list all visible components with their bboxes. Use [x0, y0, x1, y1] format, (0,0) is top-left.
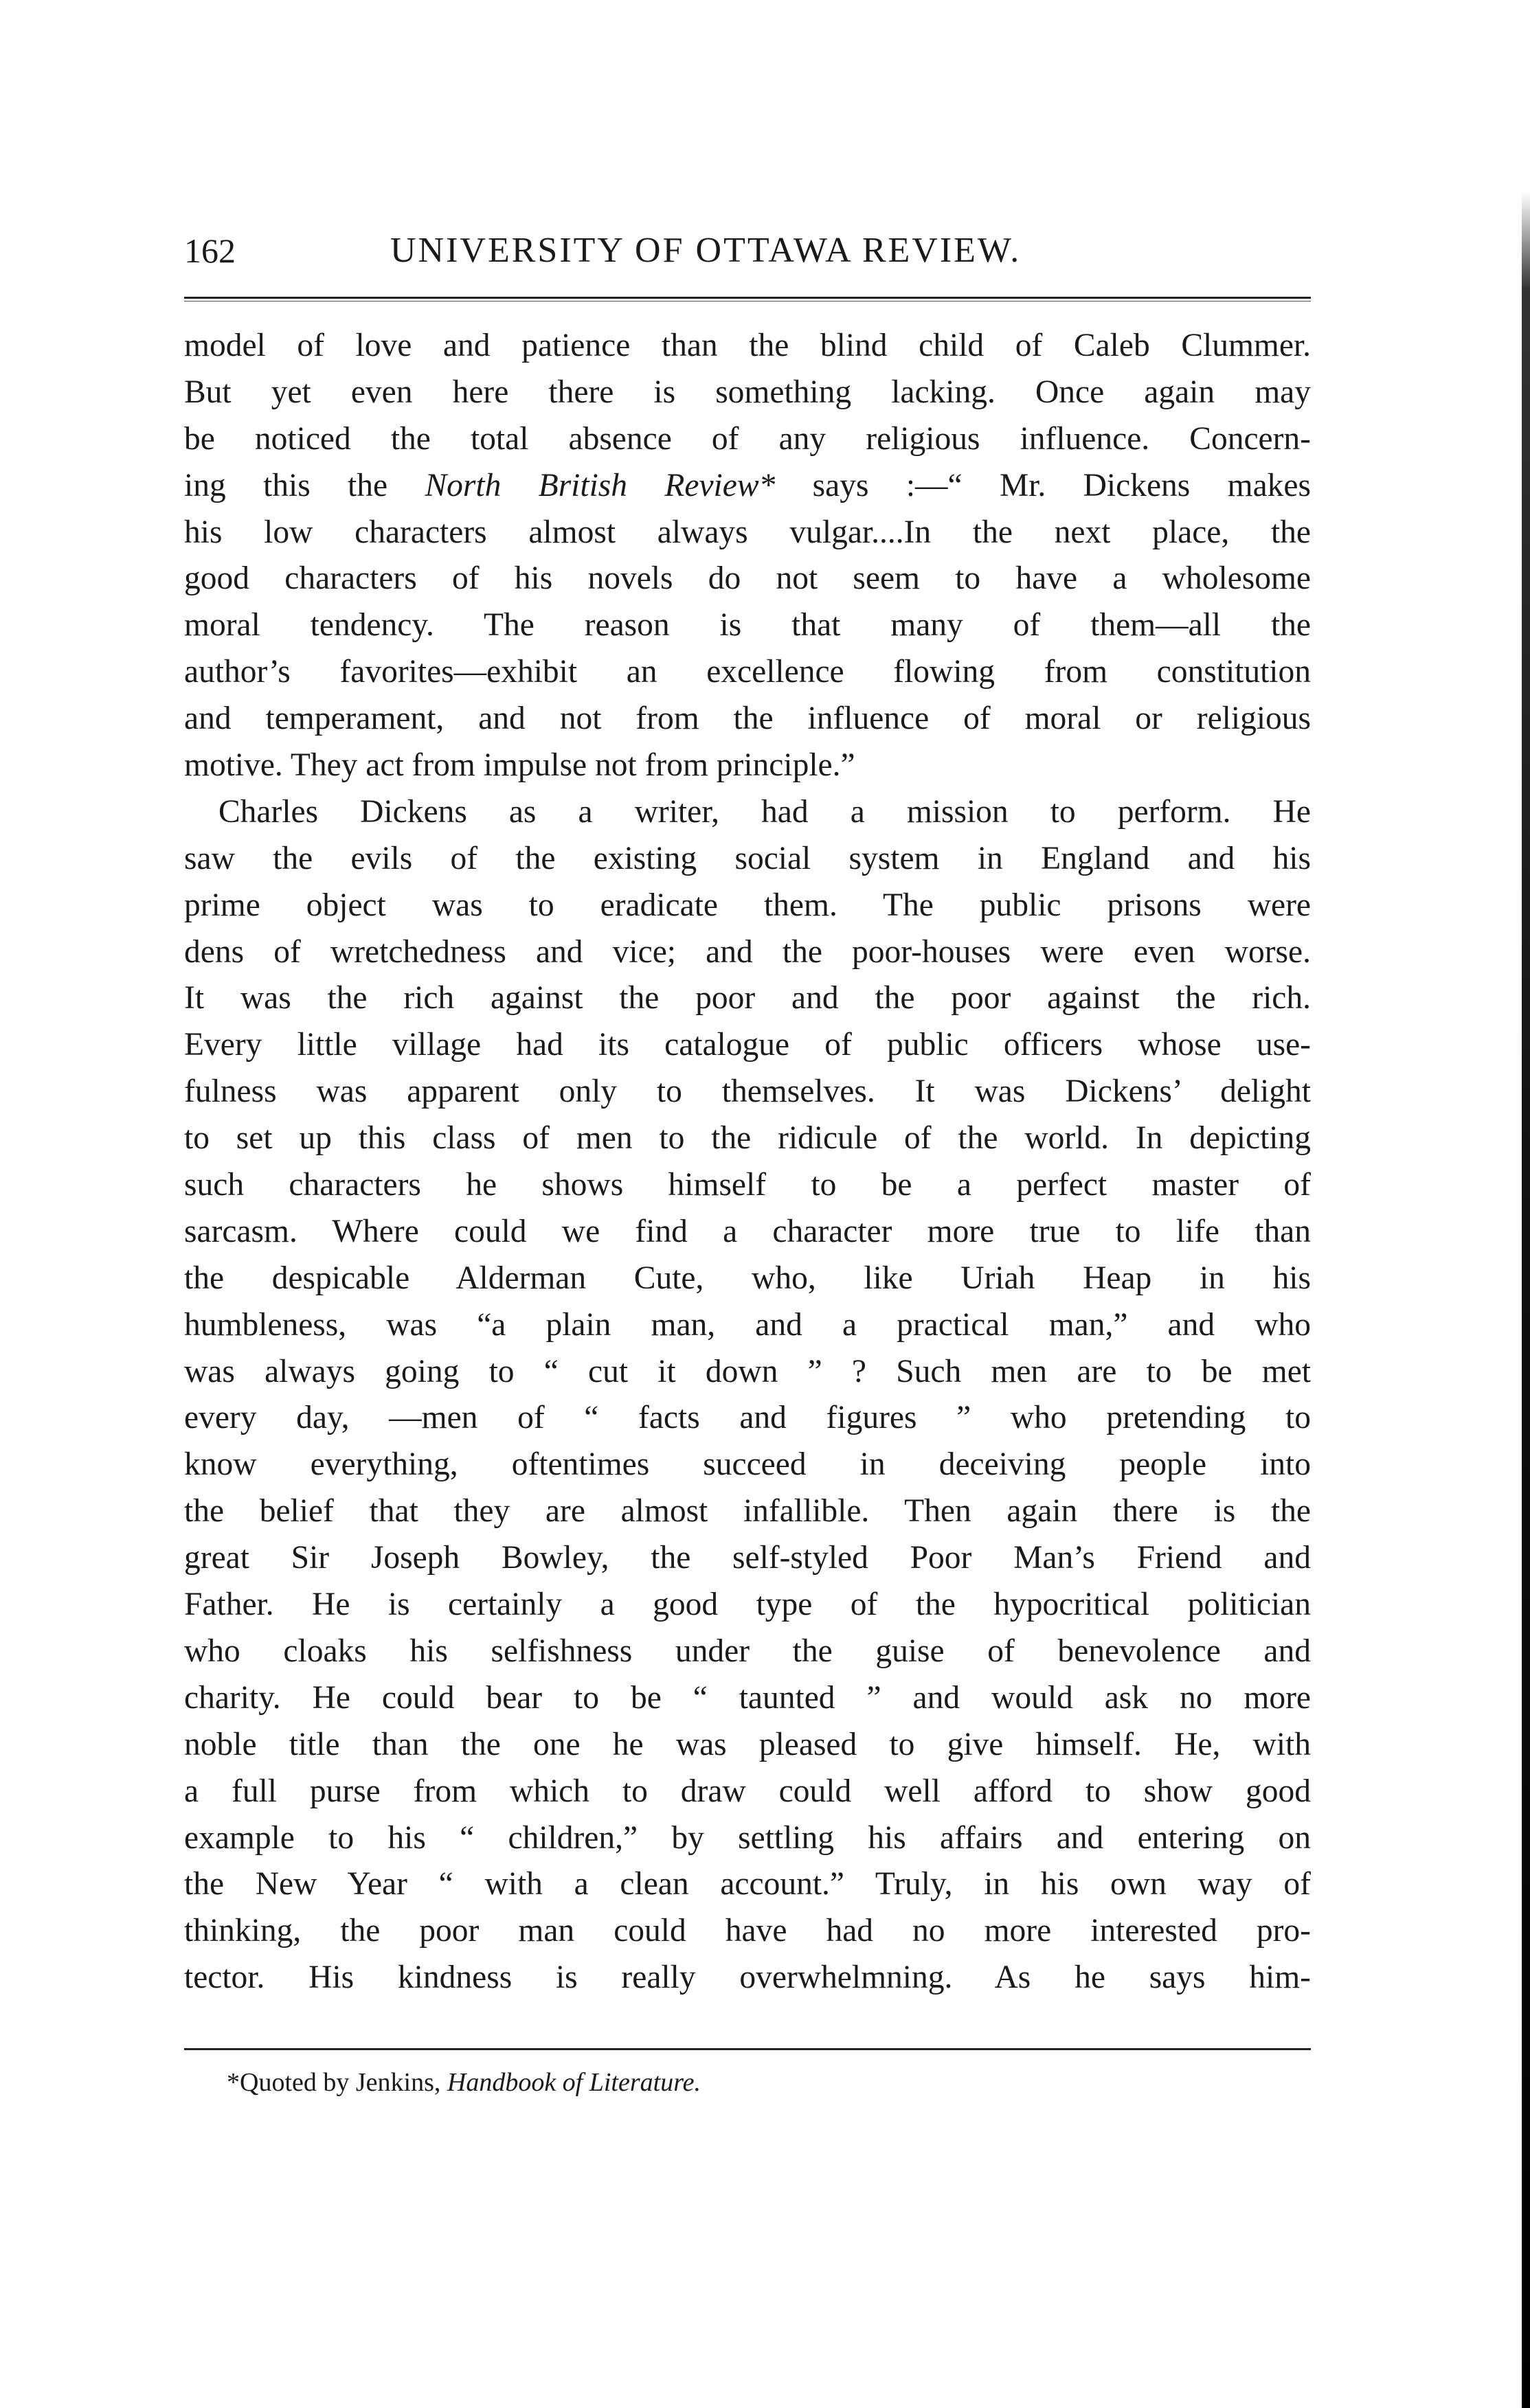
text-line: humbleness, was “a plain man, and a practical man,” and who: [184, 1306, 1311, 1343]
text-line: Charles Dickens as a writer, had a mission to perform. He: [218, 793, 1311, 830]
body-text: [184, 323, 1311, 2001]
text-line: thinking, the poor man could have had no more interested pro-: [184, 1913, 1311, 1949]
text-fragment: ing this the: [184, 467, 425, 503]
text-line: the belief that they are almost infallible. Then again there is the: [184, 1493, 1311, 1530]
text-line: the New Year “ with a clean account.” Truly, in his own way of: [184, 1866, 1311, 1902]
text-line: to set up this class of men to the ridicule of the world. In depicting: [184, 1120, 1311, 1157]
text-line: [184, 463, 1311, 510]
text-line: saw the evils of the existing social system in England and his: [184, 840, 1311, 876]
text-line: who cloaks his selfishness under the guise of benevolence and: [184, 1633, 1311, 1669]
text-line: author’s favorites—exhibit an excellence flowing from constitution: [184, 654, 1311, 690]
text-line: example to his “ children,” by settling his affairs and entering on: [184, 1819, 1311, 1856]
footnote-title: Handbook of Literature.: [447, 2068, 701, 2097]
text-line: motive. They act from impulse not from principle.”: [184, 747, 855, 784]
text-line: his low characters almost always vulgar....In the next place, the: [184, 514, 1311, 550]
text-line: Every little village had its catalogue of public officers whose use-: [184, 1027, 1311, 1063]
text-line: dens of wretchedness and vice; and the poor-houses were even worse.: [184, 933, 1311, 970]
text-line: Father. He is certainly a good type of the hypocritical politician: [184, 1587, 1311, 1623]
text-line: It was the rich against the poor and the poor against the rich.: [184, 980, 1311, 1016]
header-rule: [184, 297, 1311, 299]
text-line: was always going to “ cut it down ” ? Such men are to be met: [184, 1353, 1311, 1389]
text-line: be noticed the total absence of any religious influence. Concern-: [184, 420, 1311, 457]
page-number: 162: [184, 231, 236, 270]
text-line: a full purse from which to draw could well afford to show good: [184, 1773, 1311, 1809]
text-line: moral tendency. The reason is that many of them—all the: [184, 607, 1311, 644]
running-title: UNIVERSITY OF OTTAWA REVIEW.: [390, 231, 1022, 270]
text-line: fulness was apparent only to themselves. It was Dickens’ delight: [184, 1074, 1311, 1110]
text-line: and temperament, and not from the influence of moral or religious: [184, 701, 1311, 737]
text-line: the despicable Alderman Cute, who, like Uriah Heap in his: [184, 1260, 1311, 1296]
text-line: tector. His kindness is really overwhelmning. As he says him-: [184, 1960, 1311, 1996]
page-header: [184, 227, 1311, 275]
text-line: But yet even here there is something lacking. Once again may: [184, 374, 1311, 410]
journal-title: North British Review*: [425, 467, 776, 503]
footnote-prefix: *Quoted by Jenkins,: [227, 2068, 447, 2097]
footnote-rule: [184, 2048, 1311, 2050]
text-line: noble title than the one he was pleased to give himself. He, with: [184, 1726, 1311, 1762]
page-edge-shadow: [1522, 0, 1530, 2408]
text-line: such characters he shows himself to be a perfect master of: [184, 1167, 1311, 1203]
footnote: [227, 2062, 1257, 2103]
text-line: every day, —men of “ facts and figures ” who pretending to: [184, 1400, 1311, 1436]
header-rule-thin: [184, 301, 1311, 302]
text-line: good characters of his novels do not seem to have a wholesome: [184, 560, 1311, 597]
text-line: great Sir Joseph Bowley, the self-styled Poor Man’s Friend and: [184, 1540, 1311, 1576]
text-line: model of love and patience than the blind child of Caleb Clummer.: [184, 328, 1311, 363]
text-line: know everything, oftentimes succeed in deceiving people into: [184, 1446, 1311, 1483]
text-fragment: says :—“ Mr. Dickens makes: [775, 467, 1311, 503]
text-line: sarcasm. Where could we find a character more true to life than: [184, 1213, 1311, 1249]
text-line: charity. He could bear to be “ taunted ” and would ask no more: [184, 1679, 1311, 1716]
text-line: prime object was to eradicate them. The public prisons were: [184, 887, 1311, 923]
